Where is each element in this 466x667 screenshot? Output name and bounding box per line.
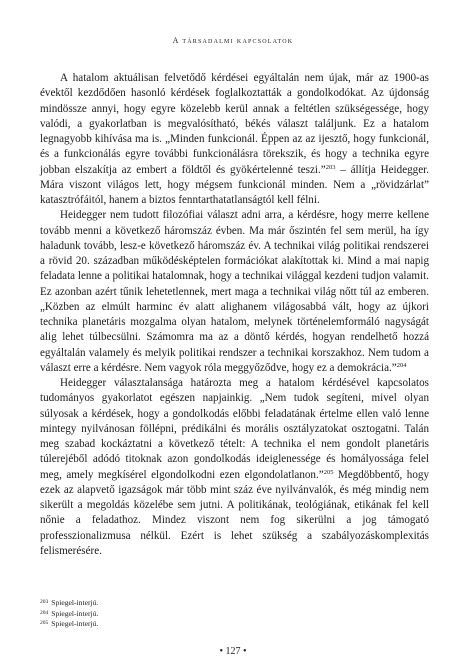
paragraph-text: Heidegger nem tudott filozófiai választ adni arra, a kérdésre, hogy merre kellene tovább menni a következő háromszáz évben. Ma már őszintén fel sem merül, ha így haladunk tovább, lesz-e következő háromszáz év. A technikai világ politikai rendszerei a rövid 20. században működésképtelen formációkat alakítottak ki. Mind a mai napig feladata lenne a politikai hatalomnak, hogy a technikai világgal kezdeni tudjon valamit. Ez azonban azért tűnik lehetetlennek, mert maga a technikai világ nőtt túl az emberen. „Közben az elmúlt harminc év alatt alighanem világosabbá vált, hogy az újkori technika planetáris mozgalma olyan hatalom, melynek történelemformáló nagyságát alig lehet túlbecsülni. Számomra ma az a döntő kérdés, hogyan rendelhető hozzá egyáltalán valamely és melyik politikai rendszer a technikai korszakhoz. Nem tudom a választ erre a kérdésre. Nem vagyok róla meggyőződve, hogy ez a demokrácia.”	[40, 209, 429, 374]
paragraph	[40, 208, 429, 376]
paragraph	[40, 71, 429, 208]
footnote-ref[interactable]: 205	[323, 468, 334, 476]
paragraph-text: A hatalom aktuálisan felvetődő kérdései egyáltalán nem újak, már az 1900-as évektől kezdődően hasonló kérdések foglalkoztatták a gondolkodókat. Az újdonság mindössze annyi, hogy egyre közelebb kerül annak a feltétlen szükségessége, hogy valódi, a gyakorlatban is megvalósítható, békés választ találjunk. Ez a hatalom legnagyobb kihívása ma is. „Minden funkcionál. Éppen az az ijesztő, hogy funkcionál, és a funkcionálás egyre további funkcionálásra törekszik, és hogy a technika egyre jobban elszakítja az embert a földtől és gyökértelenné teszi.”	[40, 72, 429, 176]
footnote	[40, 598, 429, 609]
footnote-number: 204	[40, 609, 49, 616]
footnote	[40, 609, 429, 620]
paragraph-text: Megdöbbentő, hogy ezek az alapvető igazságok már több mint száz éve nyilvánvalók, és még mindig nem sikerült a megoldás közelébe sem jutni. A politikának, teológiának, etikának fel kell nőnie a feladathoz. Mindez viszont nem fog sikerülni a jog támogató professzionalizmusa nélkül. Ezért is lehet szükség a szabályozáskomplexitás felismerésére.	[40, 468, 429, 557]
footnote-text: Spiegel-interjú.	[51, 608, 99, 618]
paragraph-text: Heidegger választalansága határozta meg a hatalom kérdésével kapcsolatos tudományos gyakorlatot egészen napjainkig. „Nem tudok segíteni, mivel olyan súlyosak a kérdések, hogy a gondolkodás előbbi feladatának értelme ellen való lenne mintegy nyilvánosan föllépni, prédikálni és morális osztályzatokat osztogatni. Talán meg szabad kockáztatni a következő tételt: A technika el nem gondolt planetáris túlerejéből adódó titoknak azon gondolkodás ideiglenessége és homályossága felel meg, amely megkísérel elgondolkodni ezen elgondolatlanon.”	[40, 377, 429, 481]
page-number: • 127 •	[219, 646, 247, 657]
running-head: A társadalmi kapcsolatok	[172, 36, 294, 45]
paragraph	[40, 376, 429, 559]
footnote	[40, 619, 429, 630]
paragraph-text: – állítja Heidegger. Mára viszont világos lett, hogy mégsem funkcionál minden. Nem a „rövidzárlat” katasztrófáitól, hanem a biztos fenntarthatatlanságtól kell félni.	[40, 163, 429, 206]
footnotes	[40, 598, 429, 630]
footnote-number: 203	[40, 599, 49, 605]
footnote-text: Spiegel-interjú.	[51, 598, 99, 607]
footnote-ref[interactable]: 204	[396, 361, 407, 369]
footnote-ref[interactable]: 203	[325, 163, 336, 171]
body-text	[40, 71, 429, 559]
footnote-text: Spiegel-interjú.	[51, 619, 99, 628]
footnote-number: 205	[40, 620, 49, 626]
